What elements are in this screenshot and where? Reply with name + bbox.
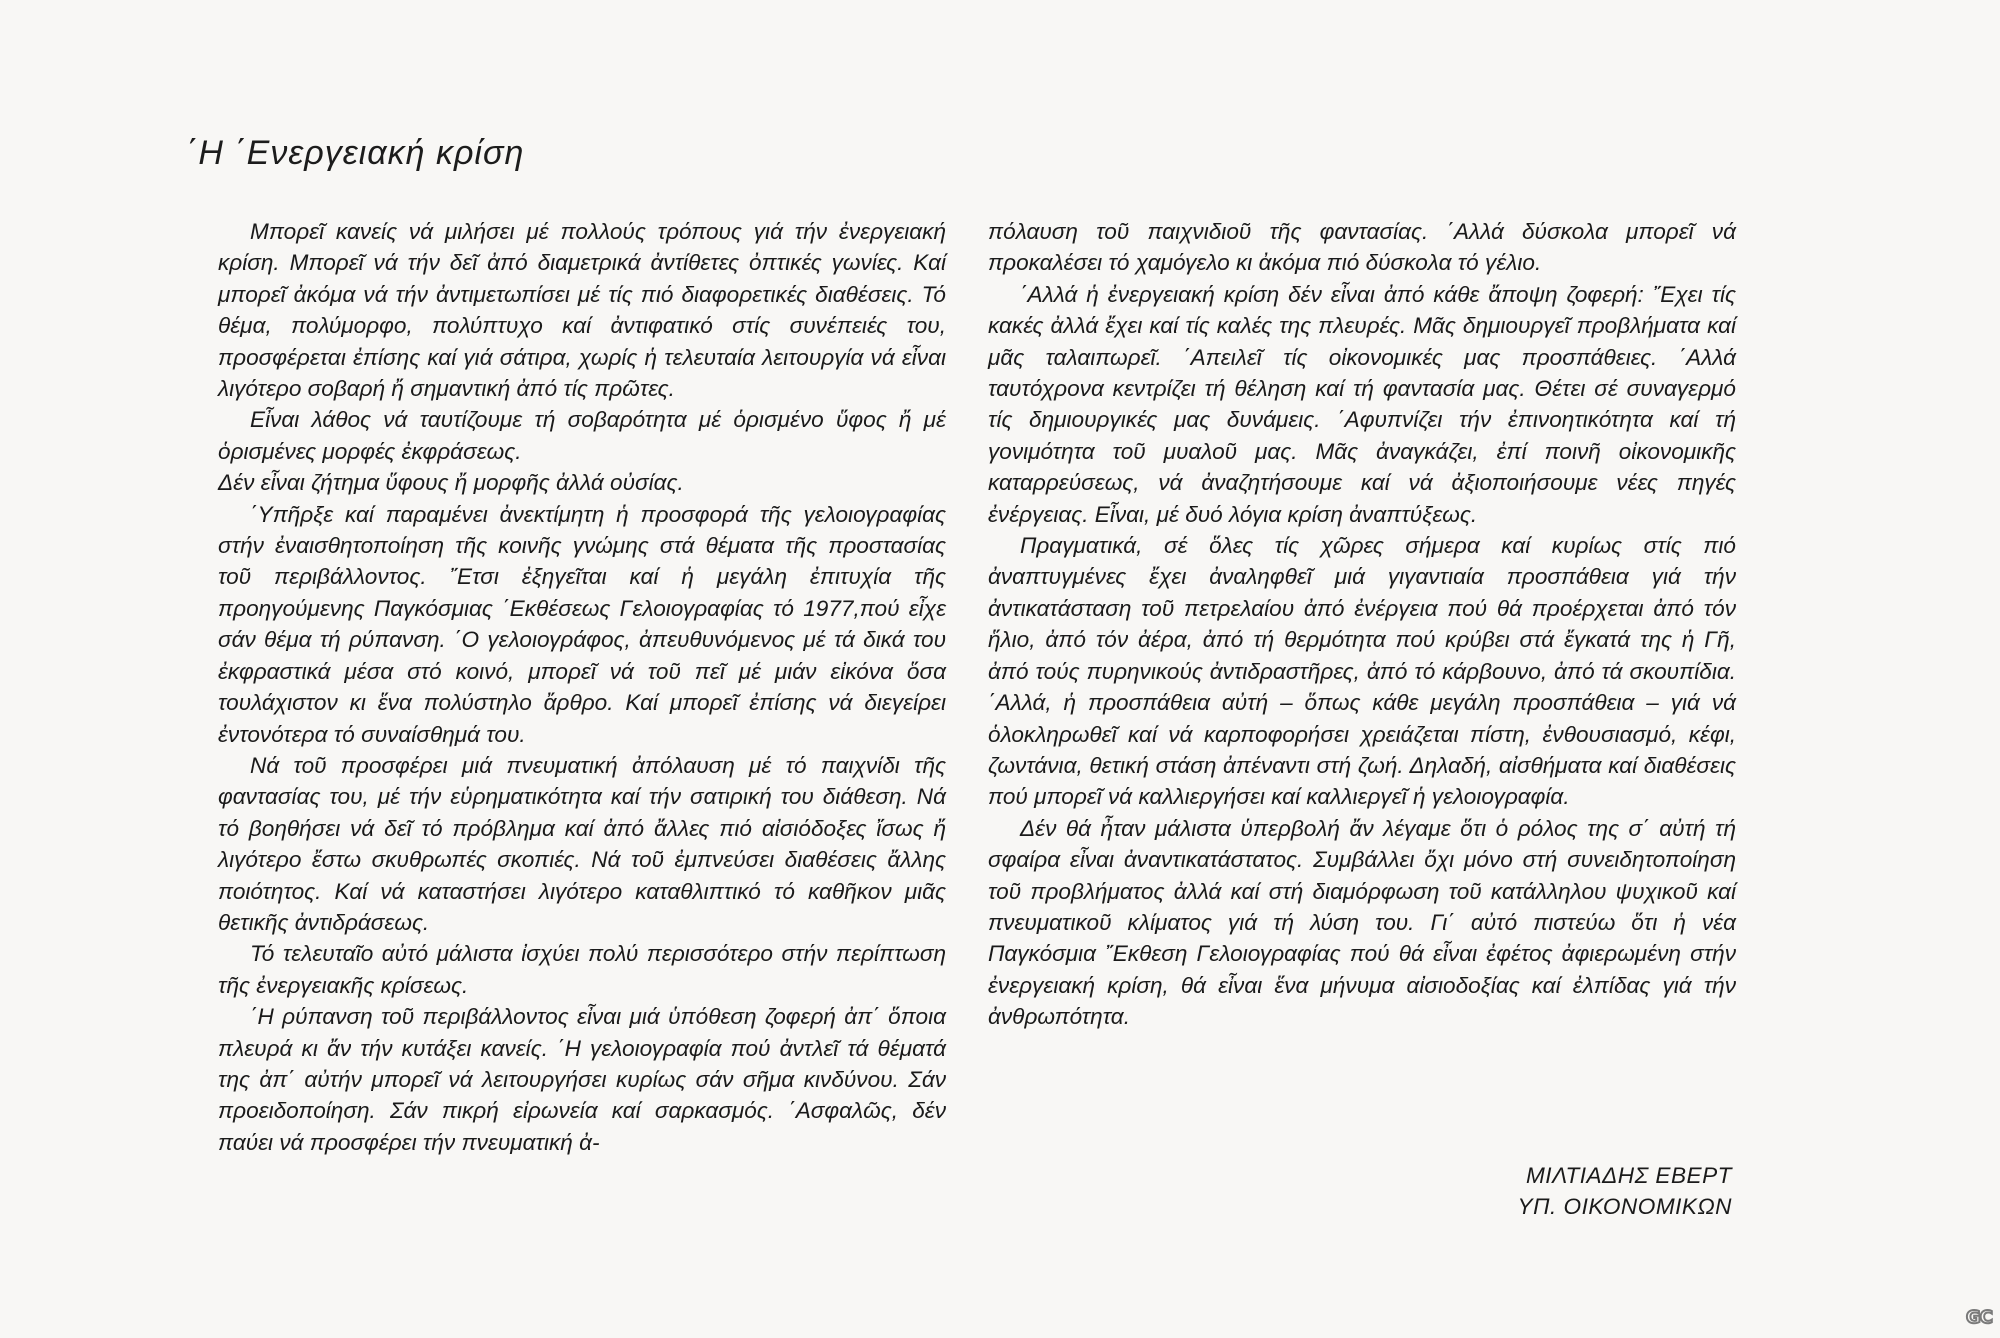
paragraph: Δέν θά ἦταν μάλιστα ὑπερβολή ἄν λέγαμε ὅτι ὁ ρόλος της σ΄ αὐτή τή σφαίρα εἶναι ἀναντικατάστατος. Συμβάλλει ὄχι μόνο στή συνειδητοποίηση τοῦ προβλήματος ἀλλά καί στή διαμόρφωση τοῦ κατάλληλου ψυχικοῦ καί πνευματικοῦ κλίματος γιά τή λύση του. Γι΄ αὐτό πιστεύω ὅτι ἡ νέα Παγκόσμια ῎Εκθεση Γελοιογραφίας πού θά εἶναι ἐφέτος ἀφιερωμένη στήν ἐνεργειακή κρίση, θά εἶναι ἕνα μήνυμα αἰσιοδοξίας καί ἐλπίδας γιά τήν ἀνθρωπότητα. xyxy=(988,815,1736,1030)
author-name: ΜΙΛΤΙΑΔΗΣ ΕΒΕΡΤ xyxy=(1525,1163,1732,1188)
paragraph: Μπορεῖ κανείς νά μιλήσει μέ πολλούς τρόπους γιά τήν ἐνεργειακή κρίση. Μπορεῖ νά τήν δεῖ ἀπό διαμετρικά ἀντίθετες ὀπτικές γωνίες. Καί μπορεῖ ἀκόμα νά τήν ἀντιμετωπίσει μέ τίς πιό διαφορετικές διαθέσεις. Τό θέμα, πολύμορφο, πολύπτυχο καί ἀντιφατικό στίς συνέπειές του, προσφέρεται ἐπίσης καί γιά σάτιρα, χωρίς ἡ τελευταία λειτουργία νά εἶναι λιγότερο σοβαρή ἤ σημαντική ἀπό τίς πρῶτες. xyxy=(218,219,946,402)
paragraph: Νά τοῦ προσφέρει μιά πνευματική ἀπόλαυση μέ τό παιχνίδι τῆς φαντασίας του, μέ τήν εὑρηματικότητα καί τήν σατιρική του διάθεση. Νά τό βοηθήσει νά δεῖ τό πρόβλημα καί ἀπό ἄλλες πιό αἰσιόδοξες ἴσως ἤ λιγότερο ἔστω σκυθρωπές σκοπιές. Νά τοῦ ἐμπνεύσει διαθέσεις ἄλλης ποιότητος. Καί νά καταστήσει λιγότερο καταθλιπτικό τό καθῆκον μιᾶς θετικῆς ἀντιδράσεως. xyxy=(218,752,946,935)
page-title: ΄Η ΄Ενεργειακή κρίση xyxy=(186,134,525,172)
paragraph: πόλαυση τοῦ παιχνιδιοῦ τῆς φαντασίας. ΄Αλλά δύσκολα μπορεῖ νά προκαλέσει τό χαμόγελο κι ἀκόμα πιό δύσκολα τό γέλιο. xyxy=(988,219,1736,276)
paragraph: ΄Αλλά ἡ ἐνεργειακή κρίση δέν εἶναι ἀπό κάθε ἄποψη ζοφερή: ῎Εχει τίς κακές ἀλλά ἔχει καί τίς καλές της πλευρές. Μᾶς δημιουργεῖ προβλήματα καί μᾶς ταλαιπωρεῖ. ΄Απειλεῖ τίς οἰκονομικές μας προσπάθειες. ΄Αλλά ταυτόχρονα κεντρίζει τή θέληση καί τή φαντασία μας. Θέτει σέ συναγερμό τίς δημιουργικές μας δυνάμεις. ΄Αφυπνίζει τήν ἐπινοητικότητα καί τή γονιμότητα τοῦ μυαλοῦ μας. Μᾶς ἀναγκάζει, ἐπί ποινῆ οἰκονομικῆς καταρρεύσεως, νά ἀναζητήσουμε καί νά ἀξιοποιήσουμε νέες πηγές ἐνέργειας. Εἶναι, μέ δυό λόγια κρίση ἀναπτύξεως. xyxy=(988,281,1736,527)
author-signature xyxy=(1460,1160,1732,1222)
watermark-logo-icon: GC xyxy=(1966,1307,1992,1328)
paragraph: Εἶναι λάθος νά ταυτίζουμε τή σοβαρότητα μέ ὁρισμένο ὕφος ἤ μέ ὁρισμένες μορφές ἐκφράσεως. xyxy=(218,407,946,464)
paragraph: Πραγματικά, σέ ὅλες τίς χῶρες σήμερα καί κυρίως στίς πιό ἀναπτυγμένες ἔχει ἀναληφθεῖ μιά γιγαντιαία προσπάθεια γιά τήν ἀντικατάσταση τοῦ πετρελαίου ἀπό ἐνέργεια πού θά προέρχεται ἀπό τόν ἥλιο, ἀπό τόν ἀέρα, ἀπό τή θερμότητα πού κρύβει στά ἔγκατά της ἡ Γῆ, ἀπό τούς πυρηνικούς ἀντιδραστῆρες, ἀπό τό κάρβουνο, ἀπό τά σκουπίδια. ΄Αλλά, ἡ προσπάθεια αὐτή – ὅπως κάθε μεγάλη προσπάθεια – γιά νά ὁλοκληρωθεῖ καί νά καρποφορήσει χρειάζεται πίστη, ἐνθουσιασμό, κέφι, ζωντάνια, θετική στάση ἀπέναντι στή ζωή. Δηλαδή, αἰσθήματα καί διαθέσεις πού μπορεῖ νά καλλιεργήσει καί καλλιεργεῖ ἡ γελοιογραφία. xyxy=(988,533,1736,810)
paragraph: ΄Η ρύπανση τοῦ περιβάλλοντος εἶναι μιά ὑπόθεση ζοφερή ἀπ΄ ὅποια πλευρά κι ἄν τήν κυτάξει κανείς. ΄Η γελοιογραφία πού ἀντλεῖ τά θέματά της ἀπ΄ αὐτήν μπορεῖ νά λειτουργήσει κυρίως σάν σῆμα κινδύνου. Σάν προειδοποίηση. Σάν πικρή εἰρωνεία καί σαρκασμός. ΄Ασφαλῶς, δέν παύει νά προσφέρει τήν πνευματική ἀ- xyxy=(218,1004,946,1155)
article-right-column xyxy=(988,216,1736,1033)
author-title: ΥΠ. ΟΙΚΟΝΟΜΙΚΩΝ xyxy=(1517,1194,1732,1219)
paragraph: Δέν εἶναι ζήτημα ὕφους ἤ μορφῆς ἀλλά οὐσίας. xyxy=(218,470,684,496)
article-left-column xyxy=(218,216,946,1158)
paragraph: Τό τελευταῖο αὐτό μάλιστα ἰσχύει πολύ περισσότερο στήν περίπτωση τῆς ἐνεργειακῆς κρίσεως. xyxy=(218,941,946,998)
paragraph: ΄Υπῆρξε καί παραμένει ἀνεκτίμητη ἡ προσφορά τῆς γελοιογραφίας στήν ἐναισθητοποίηση τῆς κοινῆς γνώμης στά θέματα τῆς προστασίας τοῦ περιβάλλοντος. ῎Ετσι ἐξηγεῖται καί ἡ μεγάλη ἐπιτυχία τῆς προηγούμενης Παγκόσμιας ΄Εκθέσεως Γελοιογραφίας τό 1977,πού εἶχε σάν θέμα τή ρύπανση. ΄Ο γελοιογράφος, ἀπευθυνόμενος μέ τά δικά του ἐκφραστικά μέσα στό κοινό, μπορεῖ νά τοῦ πεῖ μέ μιάν εἰκόνα ὅσα τουλάχιστον κι ἕνα πολύστηλο ἄρθρο. Καί μπορεῖ ἐπίσης νά διεγείρει ἐντονότερα τό συναίσθημά του. xyxy=(218,501,946,747)
